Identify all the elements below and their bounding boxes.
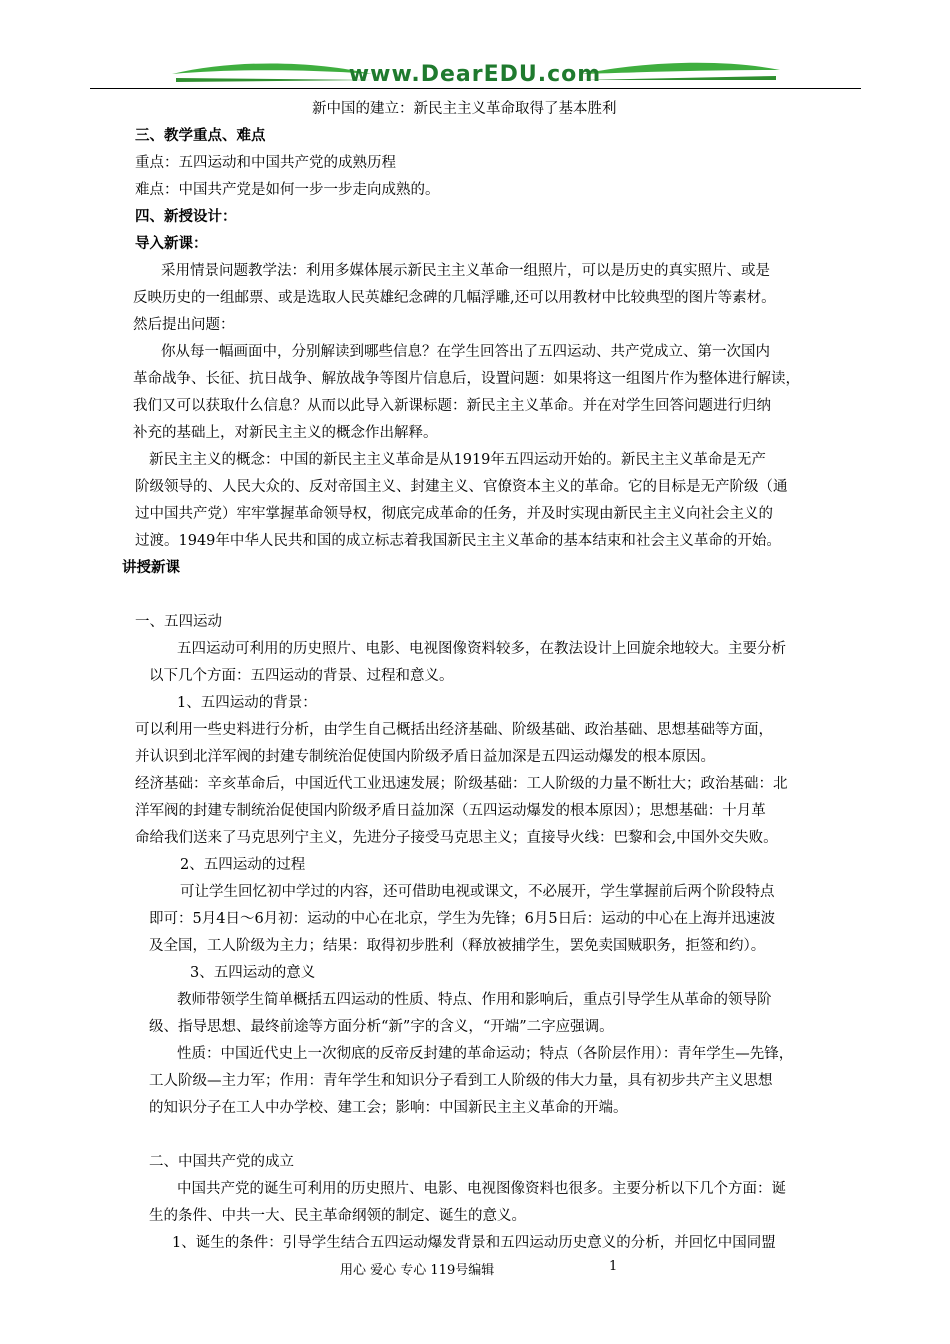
header-rule	[90, 88, 861, 89]
footer-motto: 用心 爱心 专心 119号编辑	[340, 1263, 495, 1278]
site-logo[interactable]: www.DearEDU.com	[348, 62, 602, 87]
text-line: 过渡。1949年中华人民共和国的成立标志着我国新民主主义革命的基本结束和社会主义革命的开始。	[135, 533, 781, 549]
doc-title: 新中国的建立：新民主主义革命取得了基本胜利	[312, 101, 617, 117]
text-line: 重点：五四运动和中国共产党的成熟历程	[135, 155, 396, 171]
text-line: 过中国共产党）牢牢掌握革命领导权，彻底完成革命的任务，并及时实现由新民主主义向社会主义的	[135, 506, 773, 522]
section-heading: 二、中国共产党的成立	[149, 1154, 294, 1170]
text-line: 教师带领学生简单概括五四运动的性质、特点、作用和影响后，重点引导学生从革命的领导阶	[177, 992, 772, 1008]
text-line: 补充的基础上，对新民主主义的概念作出解释。	[133, 425, 438, 441]
text-line: 级、指导思想、最终前途等方面分析“新”字的含义，“开端”二字应强调。	[149, 1019, 614, 1035]
text-line: 革命战争、长征、抗日战争、解放战争等图片信息后，设置问题：如果将这一组图片作为整体进行解读，	[133, 371, 800, 387]
text-line: 命给我们送来了马克思列宁主义，先进分子接受马克思主义；直接导火线：巴黎和会,中国外交失败。	[135, 830, 778, 846]
text-line: 经济基础：辛亥革命后，中国近代工业迅速发展；阶级基础：工人阶级的力量不断壮大；政治基础：北	[135, 776, 788, 792]
text-line: 阶级领导的、人民大众的、反对帝国主义、封建主义、官僚资本主义的革命。它的目标是无产阶级（通	[135, 479, 788, 495]
text-line: 采用情景问题教学法：利用多媒体展示新民主主义革命一组照片，可以是历史的真实照片、或是	[161, 263, 770, 279]
text-line: 及全国，工人阶级为主力；结果：取得初步胜利（释放被捕学生，罢免卖国贼职务，拒签和约）。	[149, 938, 766, 954]
page-header	[0, 0, 950, 95]
text-line: 中国共产党的诞生可利用的历史照片、电影、电视图像资料也很多。主要分析以下几个方面：诞	[177, 1181, 786, 1197]
text-line: 反映历史的一组邮票、或是选取人民英雄纪念碑的几幅浮雕,还可以用教材中比较典型的图片等素材。	[133, 290, 776, 306]
section-heading: 四、新授设计：	[135, 208, 237, 225]
subsection-heading: 3、五四运动的意义	[190, 965, 316, 981]
text-line: 洋军阀的封建专制统治促使国内阶级矛盾日益加深（五四运动爆发的根本原因）；思想基础：十月革	[135, 803, 766, 819]
page-number: 1	[609, 1259, 618, 1274]
text-line: 难点：中国共产党是如何一步一步走向成熟的。	[135, 182, 440, 198]
text-line: 生的条件、中共一大、民主革命纲领的制定、诞生的意义。	[149, 1208, 526, 1224]
section-heading: 讲授新课	[122, 559, 180, 576]
section-heading: 三、教学重点、难点	[135, 127, 266, 144]
text-line: 你从每一幅画面中，分别解读到哪些信息？在学生回答出了五四运动、共产党成立、第一次国内	[161, 344, 770, 360]
subsection-heading: 2、五四运动的过程	[180, 857, 306, 873]
text-line: 并认识到北洋军阀的封建专制统治促使国内阶级矛盾日益加深是五四运动爆发的根本原因。	[135, 749, 715, 765]
text-line: 新民主主义的概念：中国的新民主主义革命是从1919年五四运动开始的。新民主主义革命是无产	[149, 452, 766, 468]
section-heading: 一、五四运动	[135, 614, 222, 630]
text-line: 可以利用一些史料进行分析，由学生自己概括出经济基础、阶级基础、政治基础、思想基础等方面，	[135, 722, 773, 738]
text-line: 我们又可以获取什么信息？从而以此导入新课标题：新民主主义革命。并在对学生回答问题进行归纳	[133, 398, 771, 414]
text-line: 可让学生回忆初中学过的内容，还可借助电视或课文，不必展开，学生掌握前后两个阶段特点	[180, 884, 775, 900]
text-line: 的知识分子在工人中办学校、建工会；影响：中国新民主主义革命的开端。	[149, 1100, 628, 1116]
section-heading: 导入新课：	[135, 235, 208, 252]
text-line: 以下几个方面：五四运动的背景、过程和意义。	[149, 668, 454, 684]
subsection-heading: 1、诞生的条件：引导学生结合五四运动爆发背景和五四运动历史意义的分析，并回忆中国同盟	[172, 1235, 776, 1251]
text-line: 然后提出问题：	[133, 317, 235, 333]
text-line: 即可：5月4日～6月初：运动的中心在北京，学生为先锋；6月5日后：运动的中心在上海并迅速波	[149, 911, 776, 927]
subsection-heading: 1、五四运动的背景：	[177, 695, 317, 711]
text-line: 五四运动可利用的历史照片、电影、电视图像资料较多，在教法设计上回旋余地较大。主要分析	[177, 641, 786, 657]
text-line: 工人阶级—主力军；作用：青年学生和知识分子看到工人阶级的伟大力量，具有初步共产主义思想	[149, 1073, 773, 1089]
text-line: 性质：中国近代史上一次彻底的反帝反封建的革命运动；特点（各阶层作用）：青年学生—先锋，	[177, 1046, 794, 1062]
